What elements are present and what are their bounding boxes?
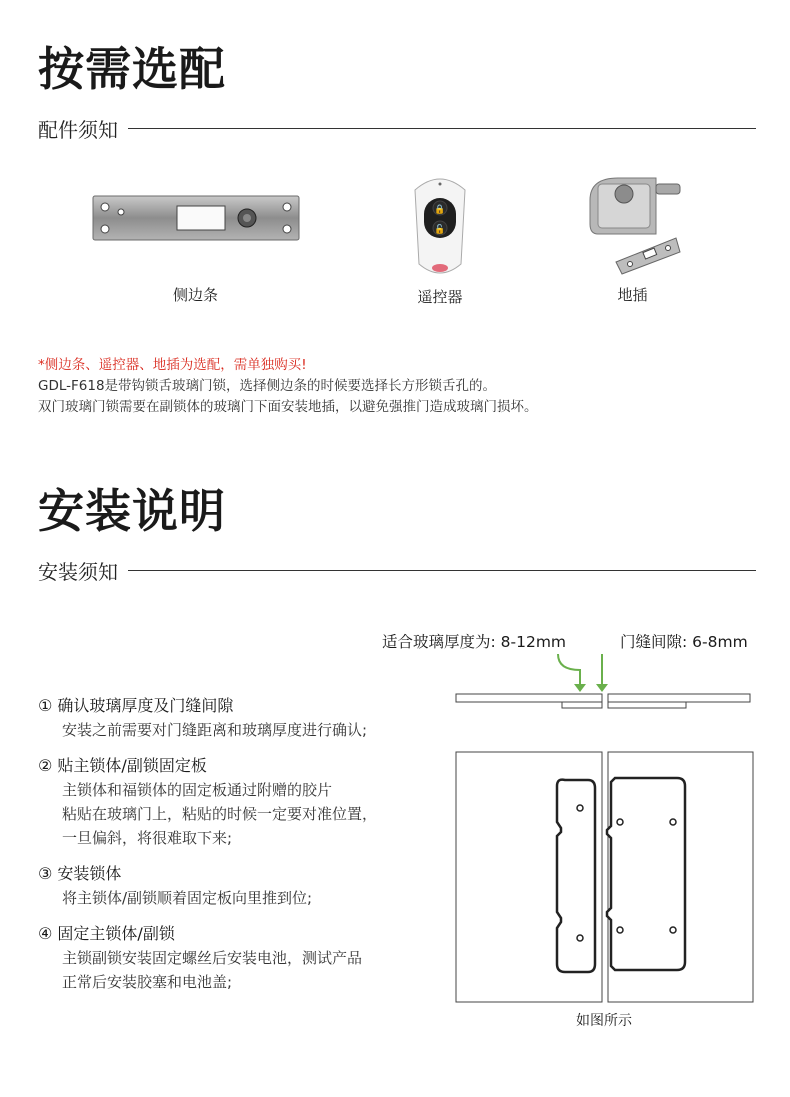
- divider-line: [128, 570, 756, 571]
- side-strip-icon: [91, 188, 301, 246]
- glass-thickness-label: 适合玻璃厚度为: 8-12mm: [382, 633, 567, 651]
- remote-control-icon: [405, 172, 475, 278]
- section-title-optional: 按需选配: [38, 42, 226, 96]
- note-line: 双门玻璃门锁需要在副锁体的玻璃门下面安装地插，以避免强推门造成玻璃门损坏。: [38, 399, 538, 415]
- subheading-accessory-notes: [38, 116, 756, 140]
- accessory-label: 地插: [617, 286, 648, 304]
- step-title: ③ 安装锁体: [38, 864, 122, 883]
- install-steps: [38, 694, 448, 1006]
- step-line: 正常后安装胶塞和电池盖;: [62, 973, 233, 991]
- subheading-text: 安装须知: [38, 559, 118, 584]
- step-4: [38, 922, 448, 994]
- section-title-installation: 安装说明: [38, 484, 226, 538]
- step-2: [38, 754, 448, 850]
- step-3: [38, 862, 448, 910]
- top-view-diagram: [450, 650, 760, 720]
- svg-text:🔒: 🔒: [434, 205, 446, 215]
- accessory-floor-latch: [575, 170, 690, 305]
- step-line: 主锁副锁安装固定螺丝后安装电池，测试产品: [62, 949, 363, 967]
- subheading-text: 配件须知: [38, 117, 118, 142]
- arrow-glass: [558, 654, 580, 686]
- step-line: 一旦偏斜，将很难取下来;: [62, 829, 233, 847]
- step-title: ① 确认玻璃厚度及门缝间隙: [38, 696, 234, 715]
- note-line: GDL-F618是带钩锁舌玻璃门锁，选择侧边条的时候要选择长方形锁舌孔的。: [38, 378, 497, 394]
- step-line: 主锁体和福锁体的固定板通过附赠的胶片: [62, 781, 333, 799]
- optional-warning: *侧边条、遥控器、地插为选配，需单独购买!: [38, 357, 307, 373]
- step-1: [38, 694, 448, 742]
- diagram-caption: 如图所示: [576, 1013, 632, 1029]
- accessory-remote: [380, 172, 500, 307]
- step-line: 安装之前需要对门缝距离和玻璃厚度进行确认;: [62, 721, 368, 739]
- door-gap-label: 门缝间隙: 6-8mm: [620, 633, 748, 651]
- accessory-side-strip: [88, 188, 303, 305]
- accessory-label: 侧边条: [172, 286, 218, 304]
- accessory-label: 遥控器: [417, 288, 463, 306]
- subheading-install-notes: [38, 558, 756, 582]
- step-title: ④ 固定主锁体/副锁: [38, 924, 175, 943]
- step-title: ② 贴主锁体/副锁固定板: [38, 756, 207, 775]
- accessory-notes: [38, 355, 538, 418]
- step-line: 粘贴在玻璃门上，粘贴的时候一定要对准位置，: [62, 805, 378, 823]
- divider-line: [128, 128, 756, 129]
- front-view-diagram: [455, 748, 755, 1006]
- floor-latch-icon: [578, 170, 688, 278]
- step-line: 将主锁体/副锁顺着固定板向里推到位;: [62, 889, 313, 907]
- svg-text:🔓: 🔓: [434, 225, 446, 235]
